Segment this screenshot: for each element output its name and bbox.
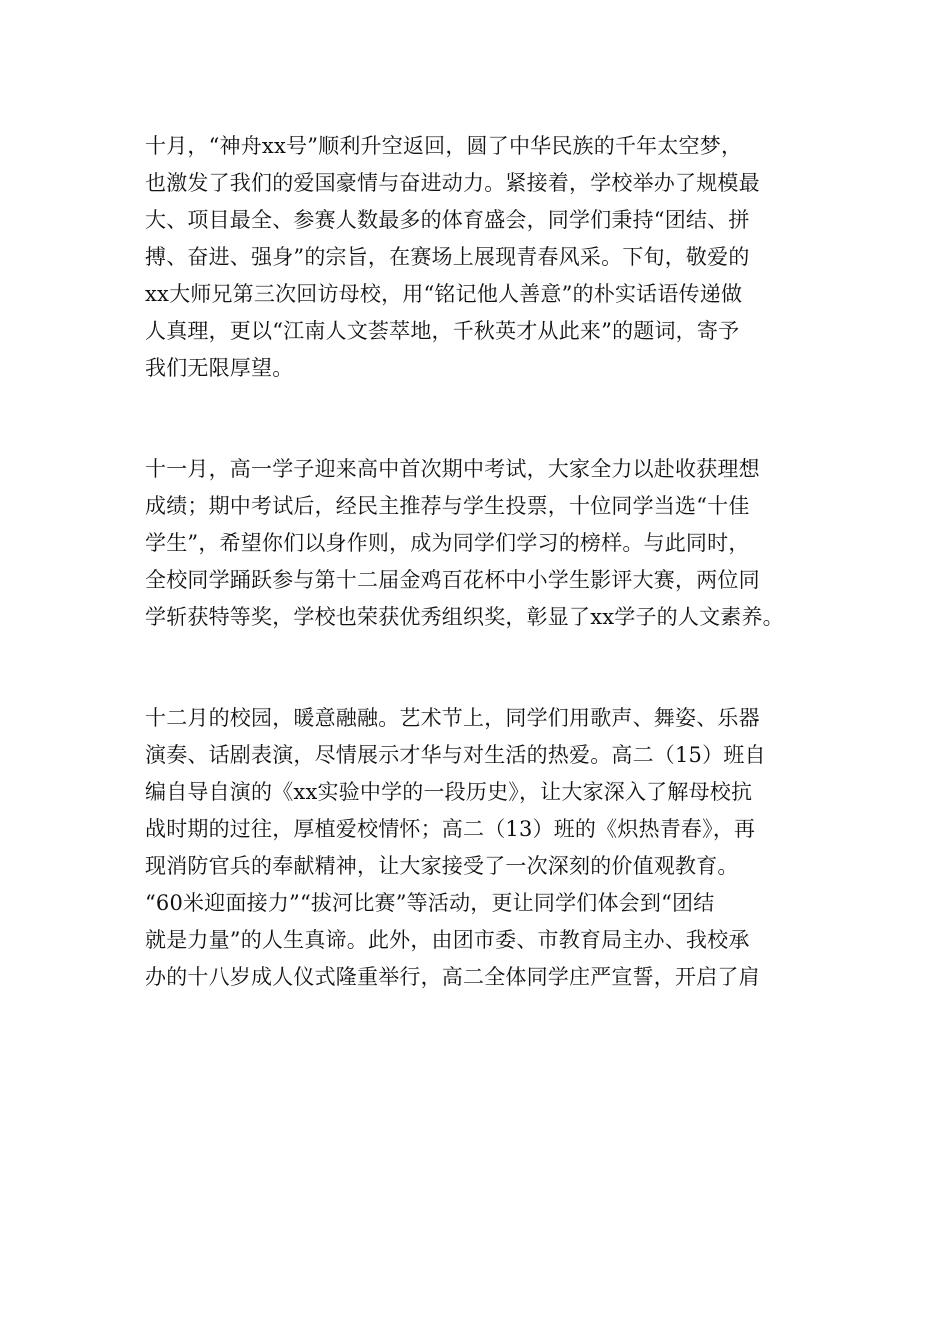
text-line: 现消防官兵的奉献精神，让大家接受了一次深刻的价值观教育。	[145, 854, 739, 878]
text-line: 十二月的校园，暖意融融。艺术节上，同学们用歌声、舞姿、乐器	[145, 706, 760, 730]
paragraph-spacing	[145, 387, 810, 451]
text-line: 大、项目最全、参赛人数最多的体育盛会，同学们秉持“团结、拼	[145, 208, 750, 232]
text-line: 成绩；期中考试后，经民主推荐与学生投票，十位同学当选“十佳	[145, 494, 750, 518]
text-line: 演奏、话剧表演，尽情展示才华与对生活的热爱。高二（15）班自	[145, 743, 766, 767]
paragraph-october	[145, 128, 810, 387]
text-line: 学斩获特等奖，学校也荣获优秀组织奖，彰显了xx学子的人文素养。	[145, 605, 784, 629]
text-line: 编自导自演的《xx实验中学的一段历史》，让大家深入了解母校抗	[145, 780, 753, 804]
text-line: 搏、奋进、强身”的宗旨，在赛场上展现青春风采。下旬，敬爱的	[145, 245, 750, 269]
text-line: 战时期的过往，厚植爱校情怀；高二（13）班的《炽热青春》，再	[145, 817, 756, 841]
document-body	[145, 128, 810, 996]
text-line: 就是力量”的人生真谛。此外，由团市委、市教育局主办、我校承	[145, 928, 750, 952]
text-line: 十月，“神舟xx号”顺利升空返回，圆了中华民族的千年太空梦，	[145, 134, 743, 158]
text-line: 我们无限厚望。	[145, 356, 294, 380]
text-line: 学生”，希望你们以身作则，成为同学们学习的榜样。与此同时，	[145, 531, 750, 555]
paragraph-december	[145, 700, 810, 996]
text-line: 办的十八岁成人仪式隆重举行，高二全体同学庄严宣誓，开启了肩	[145, 965, 760, 989]
paragraph-november	[145, 451, 810, 636]
text-line: 人真理，更以“江南人文荟萃地，千秋英才从此来”的题词，寄予	[145, 319, 740, 343]
text-line: 也激发了我们的爱国豪情与奋进动力。紧接着，学校举办了规模最	[145, 171, 760, 195]
paragraph-spacing	[145, 636, 810, 700]
text-line: “60米迎面接力”“拔河比赛”等活动，更让同学们体会到“团结	[145, 891, 715, 915]
text-line: xx大师兄第三次回访母校，用“铭记他人善意”的朴实话语传递做	[145, 282, 743, 306]
text-line: 十一月，高一学子迎来高中首次期中考试，大家全力以赴收获理想	[145, 457, 760, 481]
text-line: 全校同学踊跃参与第十二届金鸡百花杯中小学生影评大赛，两位同	[145, 568, 760, 592]
